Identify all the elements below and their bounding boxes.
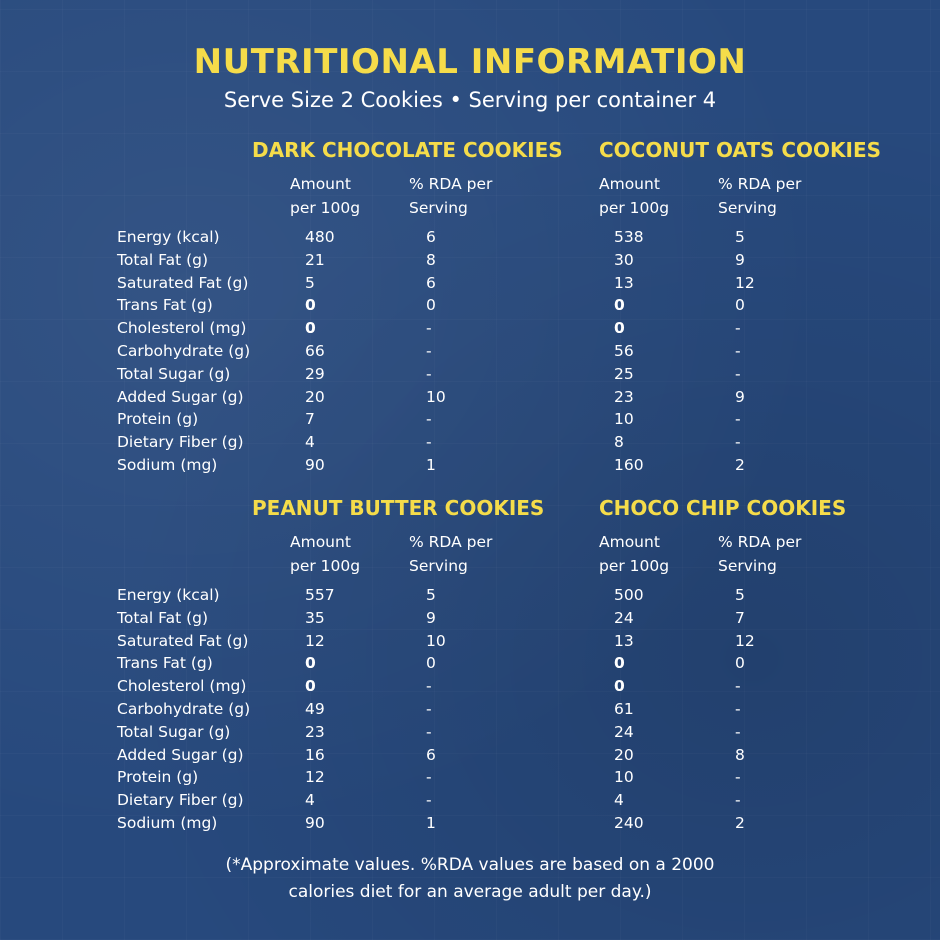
rda-value: 6 bbox=[426, 273, 436, 292]
header-line: Serving bbox=[718, 199, 777, 217]
rda-value: 12 bbox=[735, 273, 755, 292]
rda-value: - bbox=[426, 364, 432, 383]
amount-column-coconut-oats bbox=[614, 226, 644, 477]
rda-value: 5 bbox=[735, 586, 745, 604]
amount-value: 160 bbox=[614, 455, 644, 474]
nutrient-label: Total Sugar (g) bbox=[117, 364, 231, 383]
amount-value: 24 bbox=[614, 608, 634, 627]
nutrient-label: Added Sugar (g) bbox=[117, 745, 244, 764]
rda-value: 12 bbox=[735, 631, 755, 650]
amount-value: 5 bbox=[305, 273, 315, 292]
rda-value: - bbox=[426, 341, 432, 360]
rda-value: 0 bbox=[426, 296, 436, 315]
amount-value: 4 bbox=[305, 433, 315, 452]
nutrient-labels bbox=[117, 584, 250, 835]
nutrient-label: Total Fat (g) bbox=[117, 250, 209, 269]
column-header-amount bbox=[290, 530, 360, 578]
rda-value: 8 bbox=[426, 250, 436, 269]
product-title-peanut-butter: PEANUT BUTTER COOKIES bbox=[252, 496, 545, 520]
column-header-amount bbox=[290, 172, 360, 220]
nutrient-label: Sodium (mg) bbox=[117, 813, 218, 832]
page-title: NUTRITIONAL INFORMATION bbox=[193, 42, 747, 82]
nutrient-label: Sodium (mg) bbox=[117, 455, 218, 474]
amount-value: 557 bbox=[305, 586, 335, 604]
rda-value: - bbox=[426, 791, 432, 810]
amount-value: 500 bbox=[614, 586, 644, 604]
header-line: % RDA per bbox=[409, 175, 493, 193]
amount-value: 0 bbox=[614, 677, 625, 696]
nutrient-label: Cholesterol (mg) bbox=[117, 677, 247, 696]
nutrient-label: Saturated Fat (g) bbox=[117, 273, 249, 292]
amount-value: 30 bbox=[614, 250, 634, 269]
amount-value: 0 bbox=[614, 654, 625, 673]
nutrient-label: Saturated Fat (g) bbox=[117, 631, 249, 650]
nutrient-label: Carbohydrate (g) bbox=[117, 341, 251, 360]
amount-value: 10 bbox=[614, 768, 634, 787]
header-line: Amount bbox=[290, 175, 351, 193]
amount-value: 16 bbox=[305, 745, 325, 764]
rda-value: 10 bbox=[426, 387, 446, 406]
rda-value: - bbox=[426, 699, 432, 718]
nutrient-label: Cholesterol (mg) bbox=[117, 319, 247, 338]
rda-value: - bbox=[426, 433, 432, 452]
header-line: per 100g bbox=[599, 557, 670, 575]
column-header-rda bbox=[718, 530, 801, 578]
column-header-rda bbox=[409, 530, 492, 578]
header-line: % RDA per bbox=[718, 533, 802, 551]
nutrient-label: Added Sugar (g) bbox=[117, 387, 244, 406]
rda-value: 0 bbox=[426, 654, 436, 673]
nutrient-label: Trans Fat (g) bbox=[117, 654, 213, 673]
amount-value: 538 bbox=[614, 228, 644, 246]
amount-value: 0 bbox=[305, 677, 316, 696]
rda-value: - bbox=[735, 410, 741, 429]
rda-value: 5 bbox=[426, 586, 436, 604]
rda-column-dark-chocolate bbox=[426, 226, 446, 477]
amount-value: 25 bbox=[614, 364, 634, 383]
rda-value: 6 bbox=[426, 745, 436, 764]
rda-value: 8 bbox=[735, 745, 745, 764]
product-title-coconut-oats: COCONUT OATS COOKIES bbox=[599, 138, 882, 162]
header-line: % RDA per bbox=[409, 533, 493, 551]
column-header-amount bbox=[599, 530, 669, 578]
amount-column-peanut-butter bbox=[305, 584, 335, 835]
amount-value: 10 bbox=[614, 410, 634, 429]
column-header-rda bbox=[718, 172, 801, 220]
amount-value: 4 bbox=[614, 791, 624, 810]
amount-value: 21 bbox=[305, 250, 325, 269]
rda-value: - bbox=[735, 722, 741, 741]
rda-value: - bbox=[426, 768, 432, 787]
amount-value: 0 bbox=[614, 296, 625, 315]
header-line: Serving bbox=[718, 557, 777, 575]
amount-value: 13 bbox=[614, 631, 634, 650]
header-line: Serving bbox=[409, 199, 468, 217]
rda-value: 1 bbox=[426, 455, 436, 474]
rda-value: 2 bbox=[735, 813, 745, 832]
amount-value: 12 bbox=[305, 768, 325, 787]
nutrient-label: Trans Fat (g) bbox=[117, 296, 213, 315]
amount-value: 35 bbox=[305, 608, 325, 627]
amount-value: 4 bbox=[305, 791, 315, 810]
amount-value: 480 bbox=[305, 228, 335, 246]
footnote-line: (*Approximate values. %RDA values are based on a 2000 bbox=[225, 855, 715, 875]
amount-value: 56 bbox=[614, 341, 634, 360]
amount-value: 20 bbox=[305, 387, 325, 406]
amount-value: 8 bbox=[614, 433, 624, 452]
footnote-line: calories diet for an average adult per day.) bbox=[288, 882, 652, 902]
amount-value: 66 bbox=[305, 341, 325, 360]
rda-value: - bbox=[426, 677, 432, 696]
footnote bbox=[0, 852, 940, 906]
amount-value: 0 bbox=[305, 296, 316, 315]
rda-column-choco-chip bbox=[735, 584, 755, 835]
nutrient-label: Dietary Fiber (g) bbox=[117, 791, 244, 810]
serving-info: Serve Size 2 Cookies • Serving per container 4 bbox=[223, 88, 717, 112]
header-line: per 100g bbox=[290, 557, 361, 575]
nutrient-label: Energy (kcal) bbox=[117, 228, 220, 246]
amount-value: 90 bbox=[305, 455, 325, 474]
rda-column-peanut-butter bbox=[426, 584, 446, 835]
header-line: per 100g bbox=[599, 199, 670, 217]
amount-value: 7 bbox=[305, 410, 315, 429]
rda-value: 0 bbox=[735, 296, 745, 315]
rda-value: 7 bbox=[735, 608, 745, 627]
header-line: Amount bbox=[599, 533, 660, 551]
nutrient-label: Dietary Fiber (g) bbox=[117, 433, 244, 452]
rda-value: 6 bbox=[426, 228, 436, 246]
nutrient-label: Total Fat (g) bbox=[117, 608, 209, 627]
amount-column-dark-chocolate bbox=[305, 226, 335, 477]
nutrient-label: Protein (g) bbox=[117, 768, 199, 787]
column-header-rda bbox=[409, 172, 492, 220]
column-header-amount bbox=[599, 172, 669, 220]
amount-value: 13 bbox=[614, 273, 634, 292]
rda-value: - bbox=[735, 364, 741, 383]
rda-value: 2 bbox=[735, 455, 745, 474]
rda-value: 10 bbox=[426, 631, 446, 650]
amount-value: 0 bbox=[305, 319, 316, 338]
header-line: Amount bbox=[290, 533, 351, 551]
product-title-dark-chocolate: DARK CHOCOLATE COOKIES bbox=[252, 138, 563, 162]
amount-value: 12 bbox=[305, 631, 325, 650]
header-line: Amount bbox=[599, 175, 660, 193]
rda-value: - bbox=[735, 699, 741, 718]
amount-value: 24 bbox=[614, 722, 634, 741]
rda-value: 1 bbox=[426, 813, 436, 832]
header-line: % RDA per bbox=[718, 175, 802, 193]
nutrient-labels bbox=[117, 226, 250, 477]
amount-value: 20 bbox=[614, 745, 634, 764]
product-title-choco-chip: CHOCO CHIP COOKIES bbox=[599, 496, 847, 520]
rda-value: - bbox=[735, 319, 741, 338]
nutrient-label: Protein (g) bbox=[117, 410, 199, 429]
rda-value: - bbox=[735, 677, 741, 696]
rda-value: 9 bbox=[735, 387, 745, 406]
amount-value: 23 bbox=[305, 722, 325, 741]
amount-value: 49 bbox=[305, 699, 325, 718]
amount-value: 29 bbox=[305, 364, 325, 383]
rda-value: - bbox=[735, 768, 741, 787]
header-line: per 100g bbox=[290, 199, 361, 217]
rda-column-coconut-oats bbox=[735, 226, 755, 477]
amount-value: 0 bbox=[305, 654, 316, 673]
rda-value: - bbox=[735, 791, 741, 810]
amount-value: 0 bbox=[614, 319, 625, 338]
rda-value: 9 bbox=[426, 608, 436, 627]
amount-value: 61 bbox=[614, 699, 634, 718]
nutrient-label: Total Sugar (g) bbox=[117, 722, 231, 741]
rda-value: - bbox=[426, 410, 432, 429]
rda-value: 9 bbox=[735, 250, 745, 269]
rda-value: - bbox=[426, 722, 432, 741]
nutrient-label: Energy (kcal) bbox=[117, 586, 220, 604]
rda-value: 5 bbox=[735, 228, 745, 246]
amount-value: 240 bbox=[614, 813, 644, 832]
rda-value: - bbox=[735, 433, 741, 452]
rda-value: - bbox=[426, 319, 432, 338]
rda-value: - bbox=[735, 341, 741, 360]
amount-value: 23 bbox=[614, 387, 634, 406]
rda-value: 0 bbox=[735, 654, 745, 673]
amount-column-choco-chip bbox=[614, 584, 644, 835]
amount-value: 90 bbox=[305, 813, 325, 832]
header-line: Serving bbox=[409, 557, 468, 575]
nutrient-label: Carbohydrate (g) bbox=[117, 699, 251, 718]
